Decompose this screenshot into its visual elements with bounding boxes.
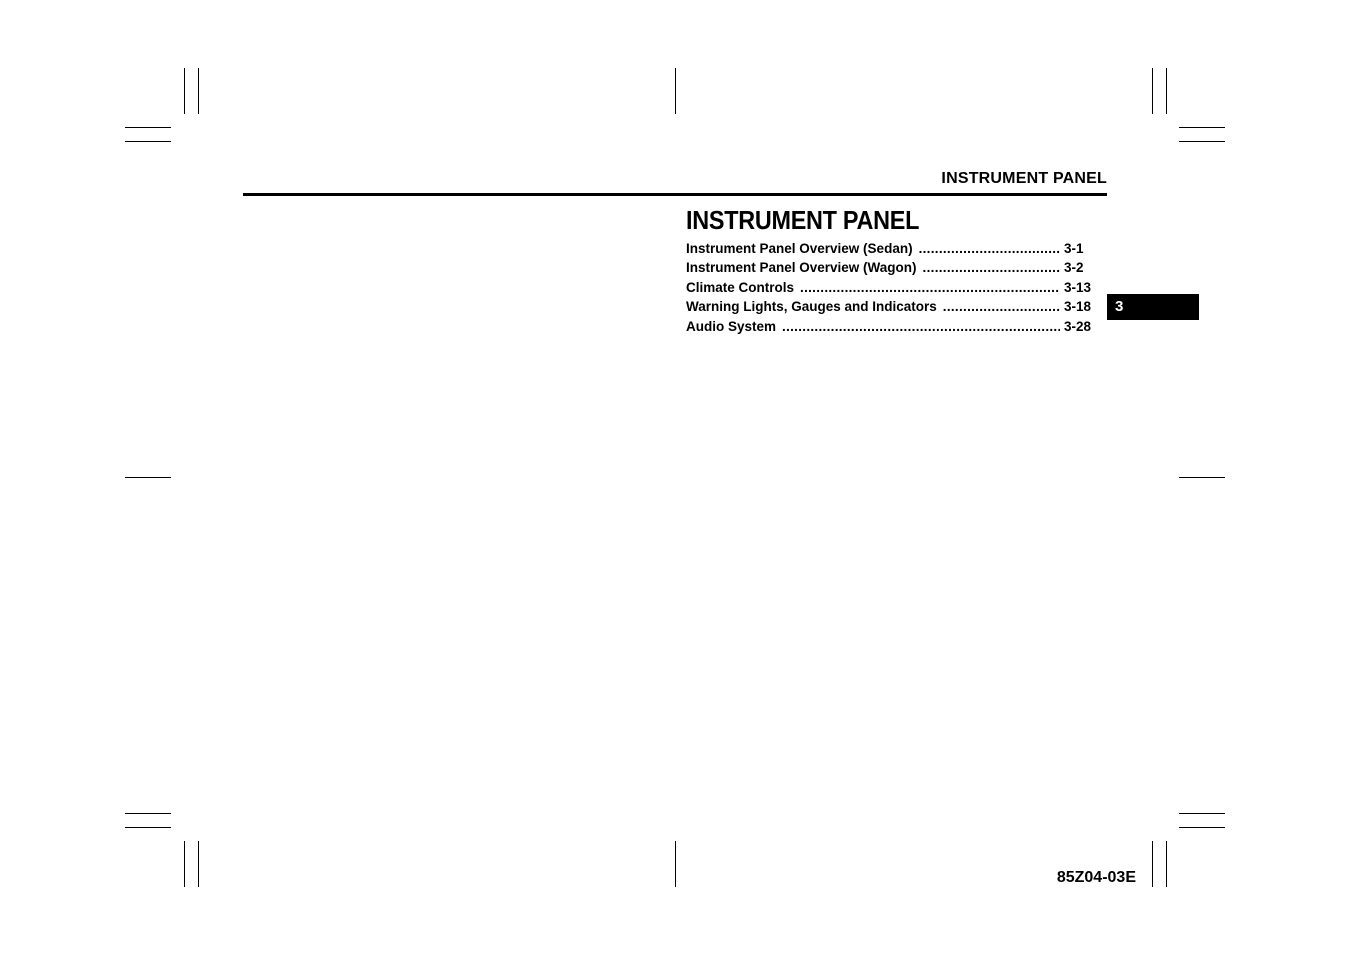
crop-mark — [1179, 141, 1225, 142]
crop-mark — [675, 841, 676, 887]
crop-mark — [1152, 68, 1153, 114]
crop-mark — [1179, 127, 1225, 128]
crop-mark — [125, 813, 171, 814]
toc-entry-title: Instrument Panel Overview (Sedan) — [686, 241, 913, 256]
toc-entry[interactable] — [686, 239, 1102, 258]
toc-leader-dots — [782, 317, 1060, 336]
crop-mark — [675, 68, 676, 114]
crop-mark — [1179, 827, 1225, 828]
toc-entry-page: 3-13 — [1064, 279, 1092, 295]
toc-entry-title: Climate Controls — [686, 279, 795, 295]
crop-mark — [1166, 841, 1167, 887]
toc-leader-dots — [800, 278, 1060, 297]
toc-entry-page: 3-28 — [1064, 318, 1092, 334]
crop-mark — [1166, 68, 1167, 114]
toc-entry-title: Audio System — [686, 318, 777, 334]
toc-entry[interactable] — [686, 297, 1102, 316]
crop-mark — [184, 841, 185, 887]
crop-mark — [198, 68, 199, 114]
crop-mark — [125, 477, 171, 478]
toc-entry[interactable] — [686, 278, 1102, 297]
toc-entry-title: Instrument Panel Overview (Wagon) — [686, 260, 917, 276]
crop-mark — [1179, 813, 1225, 814]
toc-leader-dots — [919, 239, 1060, 258]
crop-mark — [1152, 841, 1153, 887]
chapter-tab: 3 — [1107, 294, 1199, 320]
section-title: INSTRUMENT PANEL — [686, 205, 920, 235]
toc-entry[interactable] — [686, 258, 1102, 277]
crop-mark — [198, 841, 199, 887]
table-of-contents — [686, 239, 1102, 336]
toc-leader-dots — [923, 258, 1060, 277]
toc-entry-title: Warning Lights, Gauges and Indicators — [686, 299, 937, 315]
toc-leader-dots — [943, 297, 1060, 316]
header-rule — [243, 193, 1107, 196]
toc-entry[interactable] — [686, 317, 1102, 336]
document-code: 85Z04-03E — [1056, 869, 1136, 886]
toc-entry-page: 3-18 — [1064, 299, 1092, 315]
crop-mark — [125, 141, 171, 142]
toc-entry-page: 3-2 — [1064, 260, 1084, 276]
crop-mark — [125, 827, 171, 828]
crop-mark — [125, 127, 171, 128]
running-head: INSTRUMENT PANEL — [941, 170, 1107, 187]
crop-mark — [1179, 477, 1225, 478]
toc-entry-page: 3-1 — [1064, 241, 1084, 256]
crop-mark — [184, 68, 185, 114]
